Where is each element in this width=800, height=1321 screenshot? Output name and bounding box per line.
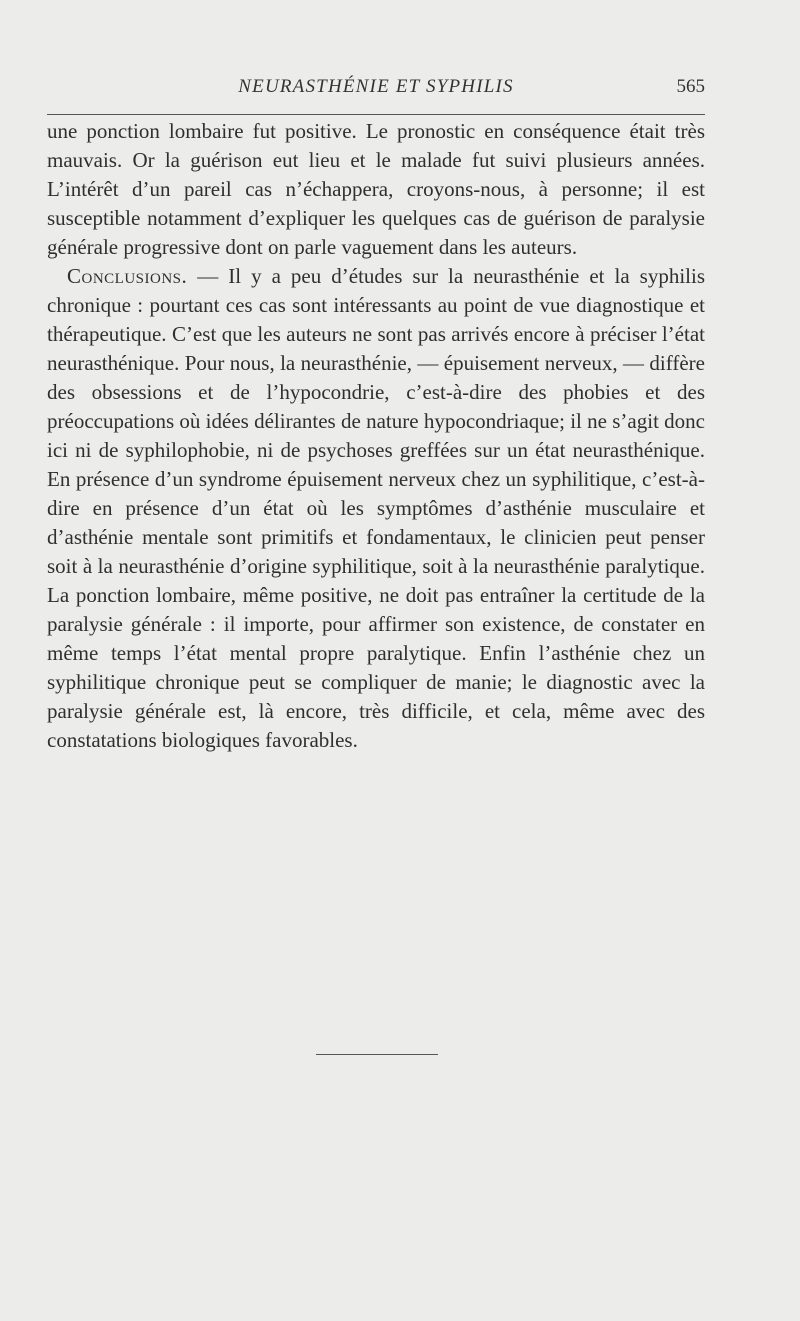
running-title: NEURASTHÉNIE ET SYPHILIS	[238, 76, 514, 97]
conclusions-heading: Conclusions.	[67, 264, 188, 288]
page-number: 565	[676, 76, 705, 97]
section-end-rule	[316, 1054, 438, 1055]
conclusions-text: — Il y a peu d’études sur la neurasthénie et la syphilis chronique : pourtant ces cas sont intéressants au point de vue diagnostique et thérapeutique. C’est que les auteurs ne sont pas arrivés encore à préciser l’état neurasthénique. Pour nous, la neurasthénie, — épuisement nerveux, — diffère des obsessions et de l’hypocondrie, c’est-à-dire des phobies et des préoccupations où idées délirantes de nature hypocondriaque; il ne s’agit donc ici ni de syphilophobie, ni de psychoses greffées sur un état neurasthénique. En présence d’un syndrome épuisement nerveux chez un syphilitique, c’est-à-dire en présence d’un état où les symptômes d’asthénie musculaire et d’asthénie mentale sont primitifs et fondamentaux, le clinicien peut penser soit à la neurasthénie d’origine syphilitique, soit à la neurasthénie paralytique. La ponction lombaire, même positive, ne doit pas entraîner la certitude de la paralysie générale : il importe, pour affirmer son existence, de constater en même temps l’état mental propre paralytique. Enfin l’asthénie chez un syphilitique chronique peut se compliquer de manie; le diagnostic avec la paralysie générale est, là encore, très difficile, et cela, même avec des constatations biologiques favorables.	[47, 264, 705, 752]
paragraph-continuation: une ponction lombaire fut positive. Le pronostic en conséquence était très mauvais. Or la guérison eut lieu et le malade fut suivi plusieurs années. L’intérêt d’un pareil cas n’échappera, croyons-nous, à personne; il est susceptible notamment d’expliquer les quelques cas de guérison de paralysie générale progressive dont on parle vaguement dans les auteurs.	[47, 119, 705, 259]
body-text	[47, 117, 705, 755]
header-rule	[47, 114, 705, 115]
paragraph-conclusions	[47, 262, 705, 755]
running-head	[47, 74, 705, 104]
